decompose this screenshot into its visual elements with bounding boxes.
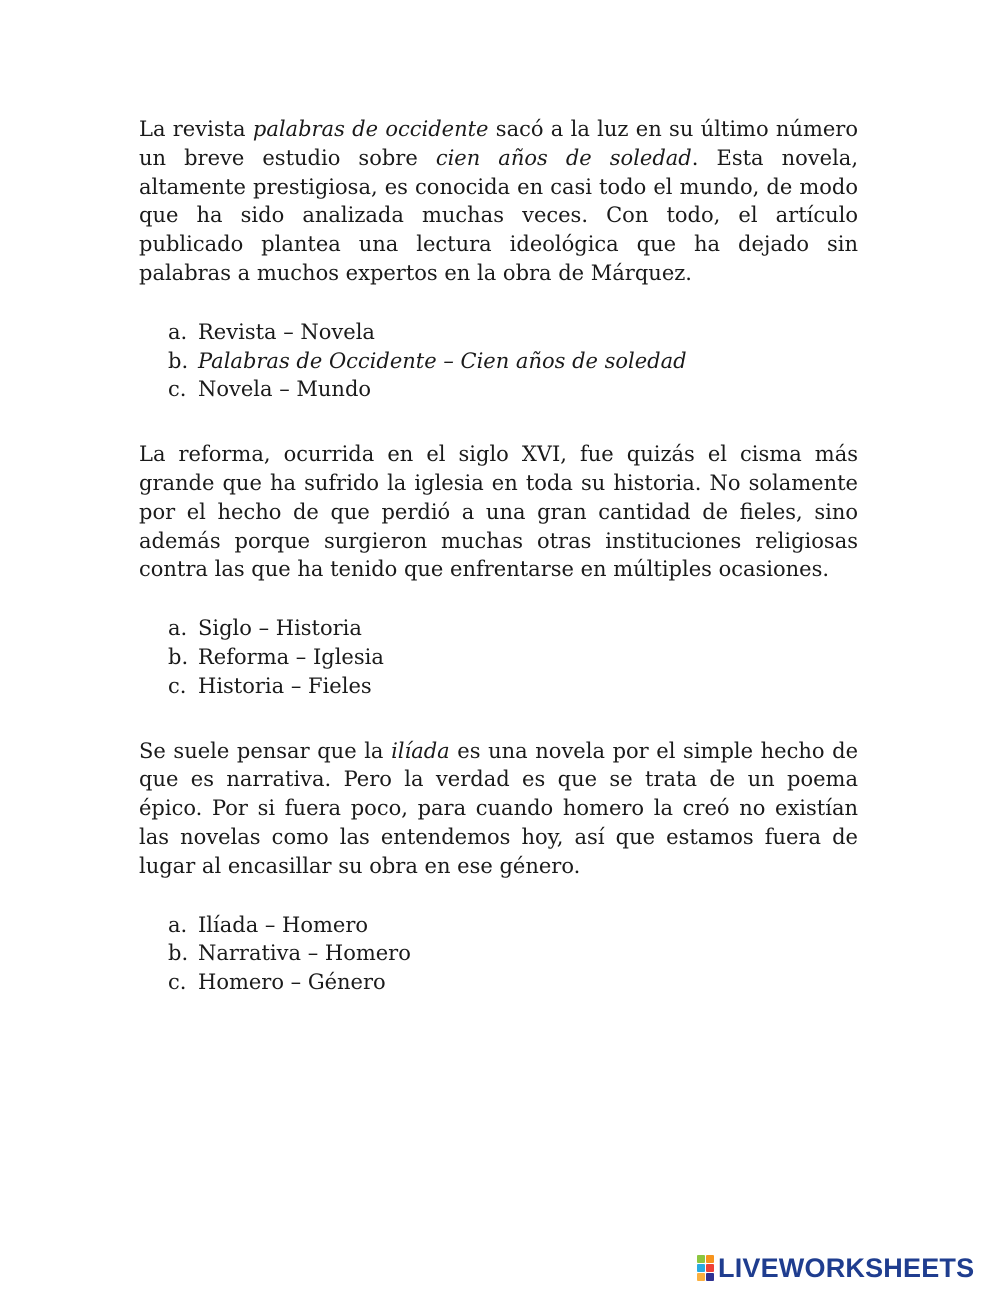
option-letter: b. — [168, 348, 189, 373]
option-item[interactable] — [168, 347, 858, 376]
passage-1-part: sacó a la luz en su último número un breve estudio sobre — [139, 117, 858, 170]
option-text: Historia – Fieles — [198, 673, 372, 698]
option-item[interactable] — [168, 968, 858, 997]
option-item[interactable] — [168, 614, 858, 643]
passage-3 — [139, 737, 858, 881]
option-item[interactable] — [168, 939, 858, 968]
liveworksheets-logo[interactable] — [697, 1253, 974, 1283]
option-item[interactable] — [168, 672, 858, 701]
option-text: Reforma – Iglesia — [198, 644, 384, 669]
passage-1-italic-title: cien años de soledad — [435, 145, 692, 170]
passage-1 — [139, 115, 858, 288]
passage-2 — [139, 440, 858, 584]
passage-3-italic-title: ilíada — [391, 738, 450, 763]
option-letter: b. — [168, 644, 189, 669]
passage-2-part: La reforma, ocurrida en el siglo XVI, fue quizás el cisma más grande que ha sufrido la iglesia en toda su historia. No solamente por el hecho de que perdió a una gran cantidad de fieles, sino además porque surgieron muchas otras instituciones religiosas contra las que ha tenido que enfrentarse en múltiples ocasiones. — [139, 442, 858, 582]
logo-block — [697, 1255, 705, 1263]
option-letter: b. — [168, 941, 189, 966]
option-item[interactable] — [168, 643, 858, 672]
option-letter: c. — [168, 673, 187, 698]
logo-block — [706, 1264, 714, 1272]
passage-1-italic-title: palabras de occidente — [252, 117, 489, 141]
option-letter: a. — [168, 912, 188, 937]
option-letter: c. — [168, 377, 187, 402]
option-letter: c. — [168, 970, 187, 995]
worksheet-page — [139, 115, 858, 997]
option-text: Homero – Género — [198, 970, 386, 995]
option-letter: a. — [168, 319, 188, 344]
passage-1-part: . Esta novela, altamente prestigiosa, es conocida en casi todo el mundo, de modo que ha sido analizada muchas veces. Con todo, el artículo publicado plantea una lectura ideológica que ha dejado sin palabras a muchos expertos en la obra de Márquez. — [139, 145, 858, 285]
option-letter: a. — [168, 616, 188, 641]
option-text: Ilíada – Homero — [198, 912, 369, 937]
option-item[interactable] — [168, 318, 858, 347]
option-item[interactable] — [168, 375, 858, 404]
options-list-2 — [139, 614, 858, 700]
option-text: Siglo – Historia — [198, 616, 362, 641]
passage-1-part: La revista — [139, 117, 253, 141]
option-text: Narrativa – Homero — [198, 941, 411, 966]
logo-block — [697, 1273, 705, 1281]
logo-block — [706, 1255, 714, 1263]
passage-3-part: Se suele pensar que la — [139, 738, 392, 763]
option-item[interactable] — [168, 911, 858, 940]
liveworksheets-logo-icon — [697, 1255, 714, 1281]
logo-block — [697, 1264, 705, 1272]
logo-text: LIVEWORKSHEETS — [718, 1252, 975, 1283]
options-list-3 — [139, 911, 858, 997]
logo-block — [706, 1273, 714, 1281]
options-list-1 — [139, 318, 858, 404]
option-text: Palabras de Occidente – Cien años de soledad — [198, 348, 687, 373]
option-text: Novela – Mundo — [198, 377, 372, 402]
passage-3-part: es una novela por el simple hecho de que es narrativa. Pero la verdad es que se trata de un poema épico. Por si fuera poco, para cuando homero la creó no existían las novelas como las entendemos hoy, así que estamos fuera de lugar al encasillar su obra en ese género. — [139, 738, 858, 878]
option-text: Revista – Novela — [198, 319, 375, 344]
